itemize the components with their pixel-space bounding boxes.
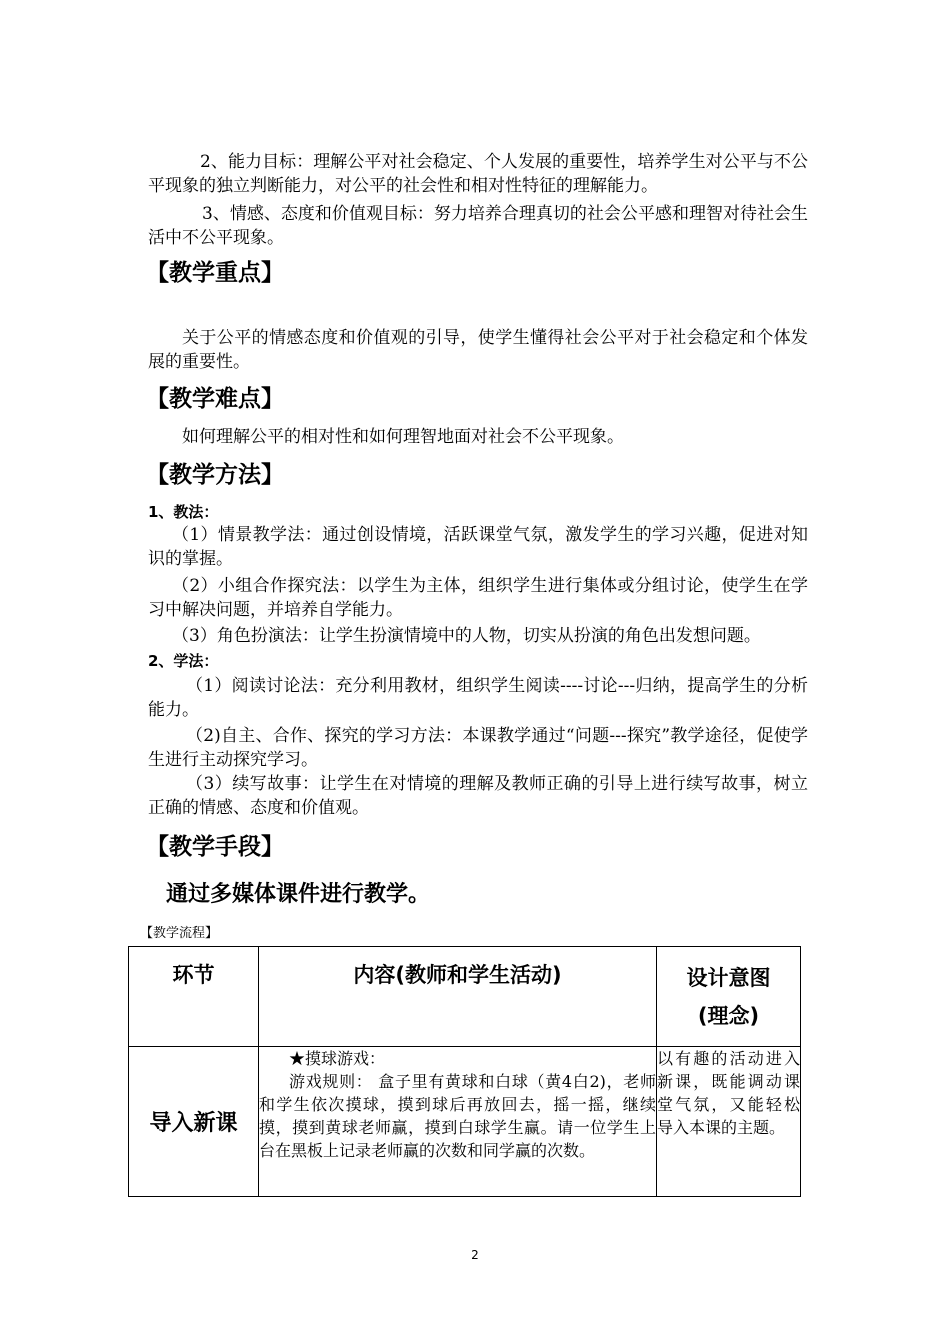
ability-objective: 2、能力目标：理解公平对社会稳定、个人发展的重要性，培养学生对公平与不公平现象的独立判断能力，对公平的社会性和相对性特征的理解能力。 <box>148 152 808 196</box>
header-content: 内容(教师和学生活动) <box>259 947 657 1047</box>
teaching-flow-table <box>128 946 801 1197</box>
table-row <box>129 1047 801 1197</box>
teaching-methods-title: 1、教法： <box>148 503 219 521</box>
stage-cell: 导入新课 <box>129 1047 259 1197</box>
difficulties-heading: 【教学难点】 <box>146 386 284 412</box>
content-title: ★摸球游戏： <box>289 1049 386 1068</box>
header-intent-line1: 设计意图 <box>686 966 771 990</box>
header-intent <box>657 947 801 1047</box>
flow-label: 【教学流程】 <box>140 926 219 941</box>
header-intent-line2: (理念) <box>697 1004 760 1028</box>
learning-method-3: （3）续写故事：让学生在对情境的理解及教师正确的引导上进行续写故事，树立正确的情感、态度和价值观。 <box>148 774 808 818</box>
page-number: 2 <box>471 1248 479 1262</box>
content-text: 游戏规则： 盒子里有黄球和白球（黄4白2)，老师和学生依次摸球，摸到球后再放回去，摇一摇，继续摸，摸到黄球老师赢，摸到白球学生赢。请一位学生上台在黑板上记录老师赢的次数和同学赢的次数。 <box>259 1072 656 1160</box>
content-cell <box>259 1047 657 1197</box>
learning-methods-title: 2、学法： <box>148 652 219 670</box>
table-header-row <box>129 947 801 1047</box>
key-points-heading: 【教学重点】 <box>146 260 284 286</box>
means-heading: 【教学手段】 <box>146 834 284 860</box>
learning-method-2: （2)自主、合作、探究的学习方法：本课教学通过“问题---探究”教学途径，促使学生进行主动探究学习。 <box>148 726 808 770</box>
teaching-method-1: （1）情景教学法：通过创设情境，活跃课堂气氛，激发学生的学习兴趣，促进对知识的掌握。 <box>148 525 808 569</box>
teaching-method-3: （3）角色扮演法：让学生扮演情境中的人物，切实从扮演的角色出发想问题。 <box>172 626 761 646</box>
intent-cell: 以有趣的活动进入新课，既能调动课堂气氛，又能轻松导入本课的主题。 <box>657 1047 801 1197</box>
emotion-objective: 3、情感、态度和价值观目标：努力培养合理真切的社会公平感和理智对待社会生活中不公平现象。 <box>148 204 808 248</box>
learning-method-1: （1）阅读讨论法：充分利用教材，组织学生阅读----讨论---归纳，提高学生的分析能力。 <box>148 676 808 720</box>
methods-heading: 【教学方法】 <box>146 462 284 488</box>
key-points-text: 关于公平的情感态度和价值观的引导，使学生懂得社会公平对于社会稳定和个体发展的重要性。 <box>148 328 808 372</box>
teaching-method-2: （2）小组合作探究法：以学生为主体，组织学生进行集体或分组讨论，使学生在学习中解决问题，并培养自学能力。 <box>148 576 808 620</box>
header-stage: 环节 <box>129 947 259 1047</box>
difficulties-text: 如何理解公平的相对性和如何理智地面对社会不公平现象。 <box>182 427 624 447</box>
means-text: 通过多媒体课件进行教学。 <box>166 882 431 907</box>
